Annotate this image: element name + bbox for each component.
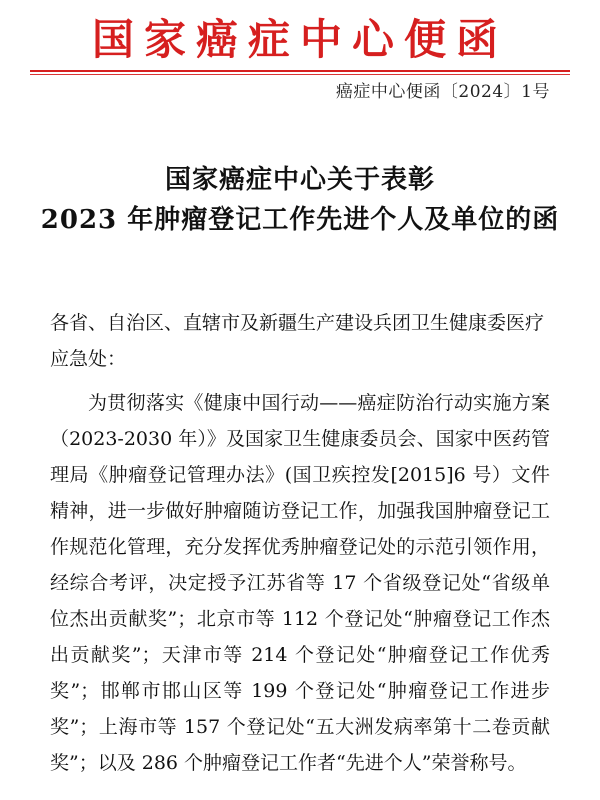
letterhead-divider — [30, 70, 570, 72]
document-title — [0, 160, 600, 240]
body-paragraph: 为贯彻落实《健康中国行动——癌症防治行动实施方案（2023-2030 年）》及国家卫生健康委员会、国家中医药管理局《肿瘤登记管理办法》(国卫疾控发[2015]6 号）文件精神，进一步做好肿瘤随访登记工作，加强我国肿瘤登记工作规范化管理，充分发挥优秀肿瘤登记处的示范引领作用，经综合考评，决定授予江苏省等 17 个省级登记处“省级单位杰出贡献奖”；北京市等 112 个登记处“肿瘤登记工作杰出贡献奖”；天津市等 214 个登记处“肿瘤登记工作优秀奖”；邯郸市邯山区等 199 个登记处“肿瘤登记工作进步奖”；上海市等 157 个登记处“五大洲发病率第十二卷贡献奖”；以及 286 个肿瘤登记工作者“先进个人”荣誉称号。 — [50, 392, 550, 774]
document-number: 癌症中心便函〔2024〕1号 — [335, 82, 550, 102]
letterhead-divider-secondary — [30, 74, 570, 75]
document-title-line-1: 国家癌症中心关于表彰 — [164, 165, 435, 195]
salutation: 各省、自治区、直辖市及新疆生产建设兵团卫生健康委医疗应急处： — [50, 312, 545, 370]
document-title-line-2: 2023 年肿瘤登记工作先进个人及单位的函 — [40, 205, 560, 235]
document-body — [50, 305, 550, 781]
letterhead: 国家癌症中心便函 — [91, 15, 508, 64]
